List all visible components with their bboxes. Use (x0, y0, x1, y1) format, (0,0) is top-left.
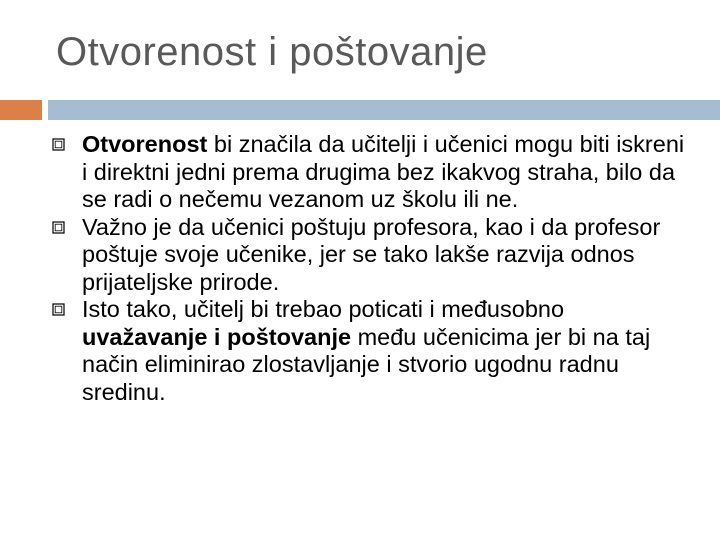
hollow-square-bullet-icon (52, 138, 65, 151)
bullet-text: bi značila da učitelji i učenici mogu biti iskreni i direktni jedni prema drugima bez ikakvog straha, bilo da se radi o nečemu vezanom uz školu ili ne. (82, 131, 685, 212)
bullet-item-respect (52, 214, 692, 297)
bullet-bold-term: Otvorenost (82, 131, 208, 157)
bullet-item-openness (52, 131, 692, 214)
bullet-list (52, 131, 692, 406)
hollow-square-bullet-icon (52, 221, 65, 234)
title-accent-bar (0, 100, 42, 120)
bullet-text: Važno je da učenici poštuju profesora, kao i da profesor poštuje svoje učenike, jer se tako lakše razvija odnos prijateljske prirode. (82, 213, 661, 295)
bullet-text: među učenicima jer bi na taj način eliminirao zlostavljanje i stvorio ugodnu radnu sredinu. (82, 323, 651, 405)
bullet-item-mutual-respect (52, 296, 692, 406)
slide-title: Otvorenost i poštovanje (56, 30, 488, 74)
bullet-bold-term: uvažavanje i poštovanje (82, 323, 352, 350)
bullet-text: Isto tako, učitelj bi trebao poticati i međusobno (82, 296, 565, 322)
title-divider-bar (48, 100, 720, 120)
hollow-square-bullet-icon (52, 303, 65, 316)
